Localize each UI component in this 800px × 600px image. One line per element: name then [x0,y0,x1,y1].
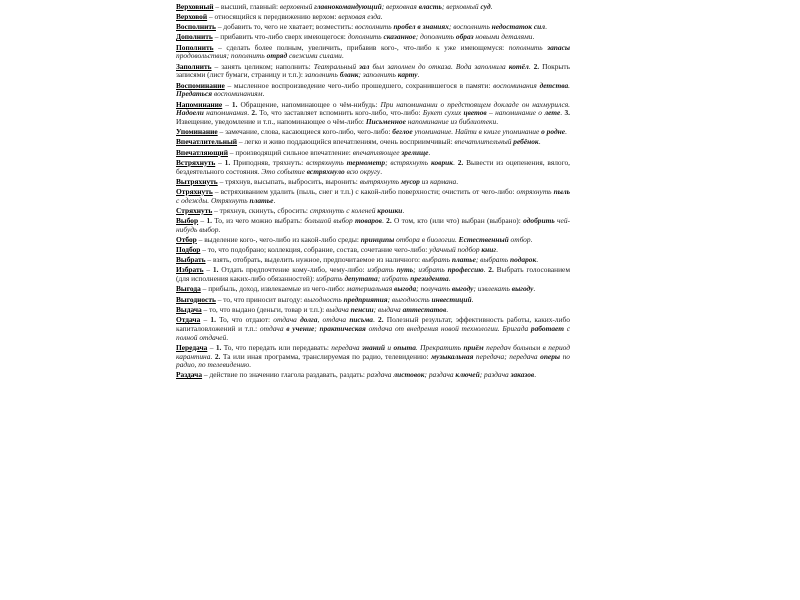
definition-text: – относящийся к передвижению верхом: [207,12,339,22]
example-keyword: образ [455,32,474,42]
definition-text: . [428,147,431,157]
example-keyword: предприятия [343,294,388,304]
example-text: ; заполнить [358,70,398,80]
example-keyword: мусор [401,176,420,186]
sense-number: 1. [215,342,222,352]
example-keyword: пробел в знаниях [393,22,449,32]
definition-text: Отдать предпочтение кому-либо, чему-либо: [218,265,368,275]
example-text: выдача [326,304,351,314]
example-text: воспоминаниям [212,89,263,99]
definition-text: . [417,70,420,80]
headword: Впечатляющий [176,147,228,157]
example-text: свежими силами [287,51,342,61]
definition-text: – занять целиком; наполнить: [211,61,314,71]
example-keyword: долга [300,314,318,324]
example-text: Букет сухих [422,108,464,118]
definition-text: . [534,370,537,380]
definition-text: . [528,61,534,71]
headword: Впечатлительный [176,137,238,147]
example-text: раздача [366,370,394,380]
example-text: – напоминание о [486,108,545,118]
headword: Пополнить [176,42,214,52]
sense-number: 2. [386,216,392,226]
example-text: ; избрать [377,274,411,284]
definition-text: . [532,32,535,42]
definition-text: . [483,265,489,275]
dictionary-entry [176,306,570,315]
definition-text: – сделать более полным, увеличить, прибавив кого-, что-либо к уже имеющемуся: [213,42,509,52]
example-keyword: Письменное [365,117,406,127]
dictionary-entry [176,285,570,294]
example-text: передач больным в период карантина [176,342,570,361]
example-text: из кармана [419,176,457,186]
example-keyword: книг [481,245,497,255]
definition-text: – [198,216,207,226]
definition-text: – высший, главный: [213,2,280,11]
example-text: стряхнуть с коленей [309,205,378,215]
dictionary-entry [176,13,570,22]
example-keyword: крошки [377,205,403,215]
example-keyword: выгода [394,284,417,294]
definition-text: Та или иная программа, транслируемая по радио, телевидению: [220,351,432,361]
example-text: пополнить [508,42,548,52]
example-keyword: товаров [354,216,382,226]
definition-text: О том, кто (или что) выбран (выбрано): [391,216,524,226]
example-text: заполнить [304,70,340,80]
definition-text: – [207,342,216,352]
sense-number: 3. [564,108,570,118]
headword: Верховный [176,2,214,11]
headword: Восполнить [176,22,216,32]
definition-text: – то, что подобрано; коллекция, собрание, состав, сочетание чего-либо: [200,245,430,255]
dictionary-entry [176,256,570,265]
example-keyword: о родне [541,127,566,137]
example-keyword: суд [480,2,491,11]
definition-text: Обращение, напоминающее о чём-нибудь: [237,99,381,109]
definition-text: – [215,157,225,167]
example-text: передача [331,342,363,352]
definition-text: – легко и живо поддающийся впечатлениям, очень восприимчивый: [237,137,455,147]
example-keyword: выгоду [451,284,474,294]
headword: Выгода [176,284,201,294]
dictionary-entry [176,371,570,380]
example-text: отдача от внедрения новой технологии. Бригада [365,323,531,333]
example-keyword: профессию [447,265,484,275]
definition-text: . [341,51,344,61]
example-text: Это событие [261,166,307,176]
headword: Отряхнуть [176,186,213,196]
definition-text: Покрыть записями (лист бумаги, страницу и т.п.): [176,61,570,80]
example-text: верховный [279,2,315,11]
definition-text: – мысленное воспроизведение чего-либо прошедшего, сохранившегося в памяти: [224,80,494,90]
example-text: был заполнен до отказа. Вода заполнила [369,61,509,71]
sense-number: 2. [251,108,257,118]
example-text: ; раздача [479,370,511,380]
dictionary-entry [176,128,570,137]
dictionary-text [176,3,570,382]
example-keyword: власть [418,2,442,11]
definition-text: – встряхиванием удалить (пыль, снег и т.п.) с какой-либо поверхности; очистить от чего-либо: [212,186,517,196]
definition-text: . [372,314,378,324]
example-text: впечатляющее [352,147,402,157]
definition-text: То, из чего можно выбрать: [212,216,305,226]
dictionary-entry [176,3,570,12]
example-text: по радио, по телевидению [176,351,570,370]
definition-text: . [226,332,229,342]
sense-number: 1. [231,99,238,109]
example-text: вытряхнуть [359,176,402,186]
sense-number: 2. [488,265,494,275]
example-text: ; верховная [381,2,419,11]
example-keyword: путь [396,265,414,275]
example-keyword: практическая [319,323,366,333]
dictionary-entry [176,266,570,284]
example-text: . Прекратить [415,342,464,352]
definition-text: . [249,360,252,370]
definition-text: Полезный результат, эффективность работы, каких-либо капиталовложений и т.п.: [176,314,570,333]
definition-text: . [545,22,547,32]
example-keyword: заказов [510,370,535,380]
definition-text: . [530,235,533,244]
example-text: отдача [259,323,287,333]
dictionary-entry [176,33,570,42]
dictionary-entry [176,188,570,206]
example-keyword: листовок [393,370,425,380]
example-keyword: президента [410,274,449,284]
example-text: ; выдача [373,304,403,314]
headword: Выдача [176,304,202,314]
definition-text: То, что отдают: [215,314,274,324]
example-keyword: Надоели [176,108,204,118]
example-text: ; получать [416,284,452,294]
definition-text: – действие по значению глагола раздавать, раздать: [202,370,367,380]
sense-number: 2. [378,314,384,324]
dictionary-entry [176,44,570,62]
sense-number: 2. [457,157,464,167]
headword: Стряхнуть [176,205,213,215]
example-keyword: бланк [339,70,359,80]
example-text: материальная [346,284,395,294]
definition-text: – то, что выдано (деньги, товар и т.п.): [201,304,327,314]
definition-text: . [247,108,252,118]
definition-text: – выделение кого-, чего-либо из какой-либо среды: [196,235,361,244]
example-text: чей-нибудь выбор [176,216,570,234]
example-text: ; верховный [441,2,481,11]
example-keyword: зрелище [401,147,429,157]
definition-text: . [560,108,565,118]
example-keyword: ключей [455,370,480,380]
definition-text: . [380,166,383,176]
definition-text: – тряхнув, скинуть, сбросить: [212,205,310,215]
example-keyword: подарок [510,255,537,265]
definition-text: – то, что приносит выгоду: [215,294,304,304]
example-keyword: термометр [346,157,386,167]
definition-text: . [538,137,541,147]
sense-number: 2. [214,351,221,361]
example-keyword: знаний [362,342,386,352]
example-text: удачный подбор [429,245,482,255]
example-keyword: в учение [286,323,315,333]
example-text: выбрать [421,255,452,265]
headword: Выбор [176,216,199,226]
sense-number: 1. [210,314,216,324]
definition-text: Приподняв, тряхнуть: [230,157,307,167]
example-text: напоминание из библиотеки [405,117,497,127]
example-text: ; выгодность [387,294,432,304]
example-text: ; избрать [413,265,448,275]
dictionary-entry [176,178,570,187]
definition-text: . [210,351,215,361]
definition-text: – прибыль, доход, извлекаемые из чего-либо: [200,284,347,294]
definition-text: . [402,205,405,215]
sense-number: 1. [206,216,212,226]
example-keyword: платье [451,255,476,265]
example-text: упоминание. Найти в книге упоминание [412,127,542,137]
headword: Напоминание [176,99,223,109]
example-keyword: пенсии [350,304,374,314]
dictionary-entry [176,236,570,245]
definition-text: – тряхнув, высыпать, выбросить, выронить: [217,176,360,186]
definition-text: . [456,176,459,186]
dictionary-entry [176,82,570,100]
example-text: ; восполнить [448,22,492,32]
example-keyword: принципы [360,235,395,244]
example-text: передача; передача [473,351,541,361]
example-text: выгодность [303,294,344,304]
example-text: продовольствия; пополнить [176,51,267,61]
example-text: с одежды. Отряхнуть [176,195,250,205]
example-keyword: Естественный [458,235,509,244]
definition-text: . [273,195,276,205]
definition-text: . [446,304,449,314]
sense-number: 2. [533,61,540,71]
dictionary-entry [176,149,570,158]
example-text: дополнить [347,32,384,42]
dictionary-entry [176,101,570,128]
dictionary-entry [176,316,570,343]
headword: Заполнить [176,61,212,71]
definition-text: – замечание, слова, касающиеся кого-либо, чего-либо: [217,127,393,137]
definition-text: – добавить то, чего не хватает; возместить: [215,22,355,32]
example-text: отряхнуть [516,186,554,196]
example-keyword: пыль [553,186,571,196]
example-keyword: ребёнок [513,137,539,147]
headword: Дополнить [176,32,213,42]
example-text: встряхнуть [306,157,347,167]
headword: Избрать [176,265,204,275]
example-text: с полной отдачей [176,323,570,342]
headword: Передача [176,342,208,352]
definition-text: . [533,284,536,294]
definition-text: – [203,265,213,275]
example-text: Театральный [313,61,360,71]
example-keyword: депутата [344,274,378,284]
example-keyword: беглое [392,127,413,137]
example-keyword: карту [397,70,418,80]
example-text: всю округу [344,166,381,176]
definition-text: . [496,245,498,255]
example-keyword: котёл [508,61,529,71]
example-text: впечатлительный [454,137,514,147]
example-text: новыми деталями [473,32,533,42]
dictionary-entry [176,63,570,81]
example-keyword: приём [463,342,484,352]
example-keyword: Предаться [176,89,213,99]
example-text: восполнить [355,22,394,32]
example-keyword: музыкальная [431,351,474,361]
headword: Вытряхнуть [176,176,218,186]
example-keyword: коврик [430,157,453,167]
example-text: ; раздача [424,370,456,380]
definition-text: – прибавить что-либо сверх имеющегося: [212,32,348,42]
example-text: ; встряхнуть [385,157,431,167]
definition-text: То, что передать или передавать: [221,342,332,352]
example-text: отдача [273,314,301,324]
headword: Отбор [176,235,197,244]
example-keyword: выгоду [511,284,534,294]
example-text: отбор [508,235,531,244]
definition-text: – взять, отобрать, выделить нужное, предпочитаемое из наличного: [205,255,422,265]
example-text: ; дополнить [415,32,456,42]
example-keyword: встряхнуло [306,166,345,176]
headword: Воспоминание [176,80,225,90]
definition-text: Извещение, уведомление и т.п., напоминающее о чём-либо: [176,117,366,127]
example-text: воспоминания [493,80,540,90]
dictionary-entry [176,344,570,371]
definition-text: . [490,2,493,11]
example-text: и [385,342,394,352]
definition-text: То, что заставляет вспомнить кого-либо, что-либо: [256,108,423,118]
headword: Выбрать [176,255,206,265]
headword: Выгодность [176,294,216,304]
definition-text: . [471,294,474,304]
example-keyword: главнокомандующий [314,2,382,11]
example-keyword: сказанное [383,32,416,42]
example-text: ; извлекать [473,284,512,294]
dictionary-entry [176,296,570,305]
example-text: напоминания [203,108,248,118]
headword: Встряхнуть [176,157,216,167]
definition-text: . [262,89,265,99]
definition-text: . [453,157,458,167]
dictionary-entry [176,207,570,216]
headword: Отдача [176,314,201,324]
example-text: При напоминании о предстоящем докладе он нахмурился. [380,99,571,109]
dictionary-entry [176,217,570,235]
example-keyword: одобрить [523,216,555,226]
example-text: ; [314,323,320,333]
example-keyword: лете [544,108,561,118]
headword: Подбор [176,245,201,255]
example-keyword: запасы [547,42,570,52]
example-text: избрать [316,274,345,284]
example-keyword: цветов [463,108,487,118]
definition-text: – [200,314,211,324]
example-text: ; выбрать [475,255,511,265]
headword: Раздача [176,370,203,380]
example-keyword: зал [359,61,370,71]
definition-text: . [448,274,451,284]
example-keyword: инвестиций [431,294,472,304]
example-text: . [568,80,570,90]
example-keyword: недостаток сил [491,22,546,32]
definition-text: . [380,12,383,22]
example-keyword: письма [349,314,373,324]
dictionary-entry [176,23,570,32]
example-keyword: отряд [266,51,288,61]
sense-number: 1. [224,157,231,167]
example-keyword: работает [530,323,564,333]
definition-text: . [536,255,539,265]
definition-text: – [222,99,232,109]
example-text: , отдача [317,314,350,324]
definition-text: . [381,216,387,226]
example-text: отбора в биологии. [394,235,459,244]
headword: Верховой [176,12,208,22]
dictionary-entry [176,246,570,255]
headword: Упоминание [176,127,218,137]
definition-text: . [218,224,221,234]
definition-text: . [565,127,567,137]
example-keyword: опыта [393,342,416,352]
example-text: верховая езда [338,12,381,22]
example-keyword: оперы [540,351,561,361]
sense-number: 1. [212,265,219,275]
definition-text: . [496,117,499,127]
example-keyword: аттестатов [402,304,447,314]
dictionary-entry [176,159,570,177]
definition-text: Выбрать голосованием (для исполнения каких-либо обязанностей): [176,265,571,284]
definition-text: Вывести из оцепенения, вялого, бездеятельного состояния. [176,157,570,176]
definition-text: – производящий сильное впечатление: [227,147,353,157]
example-keyword: платье [249,195,274,205]
example-keyword: детства [539,80,569,90]
example-text: избрать [367,265,397,275]
dictionary-entry [176,138,570,147]
example-text: большой выбор [304,216,355,226]
